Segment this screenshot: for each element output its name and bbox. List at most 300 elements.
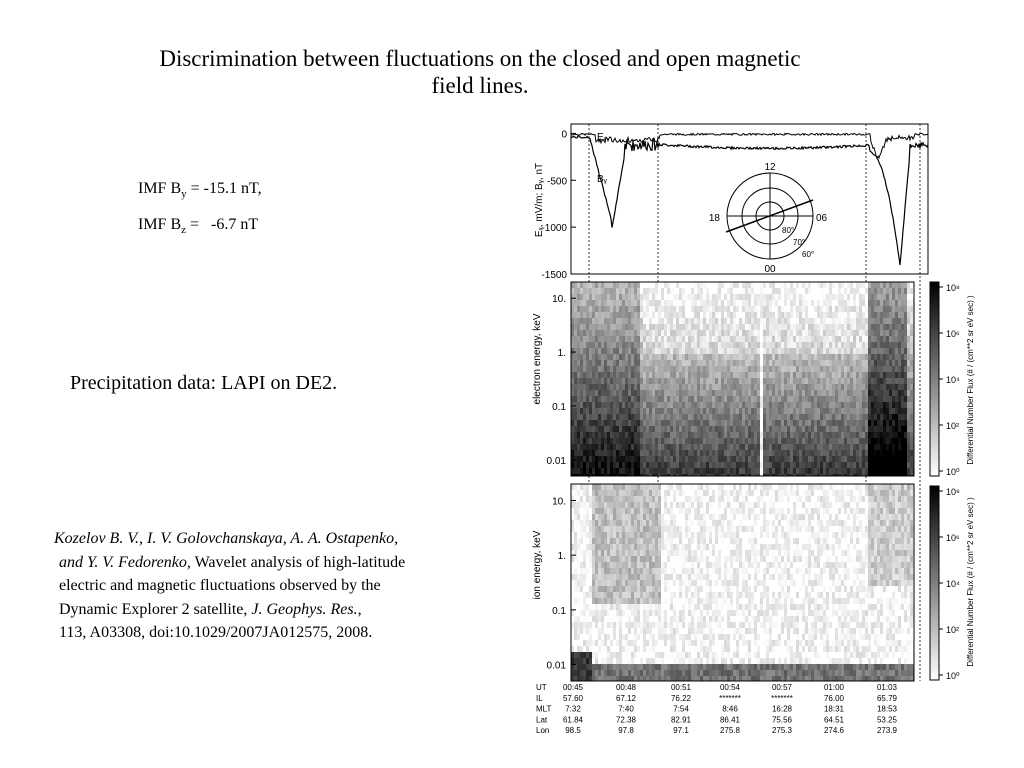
spectrogram-cell xyxy=(679,432,682,438)
spectrogram-cell xyxy=(619,628,622,634)
spectrogram-cell xyxy=(664,580,667,586)
spectrogram-cell xyxy=(769,306,772,312)
spectrogram-cell xyxy=(595,550,598,556)
spectrogram-cell xyxy=(631,342,634,348)
spectrogram-cell xyxy=(574,592,577,598)
spectrogram-cell xyxy=(658,598,661,604)
spectrogram-cell xyxy=(682,336,685,342)
spectrogram-cell xyxy=(721,366,724,372)
spectrogram-cell xyxy=(829,348,832,354)
spectrogram-cell xyxy=(601,390,604,396)
spectrogram-cell xyxy=(712,354,715,360)
spectrogram-cell xyxy=(613,562,616,568)
spectrogram-cell xyxy=(676,444,679,450)
spectrogram-cell xyxy=(799,378,802,384)
spectrogram-cell xyxy=(838,282,841,288)
spectrogram-cell xyxy=(892,306,895,312)
spectrogram-cell xyxy=(862,306,865,312)
spectrogram-cell xyxy=(589,580,592,586)
spectrogram-cell xyxy=(763,450,766,456)
spectrogram-cell xyxy=(607,562,610,568)
spectrogram-cell xyxy=(595,372,598,378)
spectrogram-cell xyxy=(574,468,577,474)
spectrogram-cell xyxy=(799,438,802,444)
spectrogram-cell xyxy=(631,496,634,502)
spectrogram-cell xyxy=(871,444,874,450)
spectrogram-cell xyxy=(655,550,658,556)
spectrogram-cell xyxy=(601,640,604,646)
spectrogram-cell xyxy=(604,532,607,538)
spectrogram-cell xyxy=(613,378,616,384)
spectrogram-cell xyxy=(670,414,673,420)
spectrogram-cell xyxy=(853,402,856,408)
spectrogram-cell xyxy=(769,450,772,456)
spectrogram-cell xyxy=(574,432,577,438)
spectrogram-cell xyxy=(724,312,727,318)
spectrogram-cell xyxy=(574,474,577,480)
spectrogram-cell xyxy=(880,378,883,384)
spectrogram-cell xyxy=(745,384,748,390)
spectrogram-cell xyxy=(577,664,580,670)
spectrogram-cell xyxy=(592,444,595,450)
spectrogram-cell xyxy=(667,490,670,496)
spectrogram-cell xyxy=(619,664,622,670)
spectrogram-cell xyxy=(700,336,703,342)
spectrogram-cell xyxy=(673,366,676,372)
spectrogram-cell xyxy=(613,490,616,496)
spectrogram-cell xyxy=(775,420,778,426)
spectrogram-cell xyxy=(652,348,655,354)
spectrogram-cell xyxy=(616,372,619,378)
spectrogram-cell xyxy=(835,444,838,450)
spectrogram-cell xyxy=(751,348,754,354)
spectrogram-cell xyxy=(766,360,769,366)
spectrogram-cell xyxy=(865,462,868,468)
spectrogram-cell xyxy=(634,294,637,300)
spectrogram-cell xyxy=(670,444,673,450)
spectrogram-cell xyxy=(610,610,613,616)
spectrogram-cell xyxy=(820,450,823,456)
spectrogram-cell xyxy=(625,438,628,444)
spectrogram-cell xyxy=(628,444,631,450)
spectrogram-cell xyxy=(811,348,814,354)
spectrogram-cell xyxy=(595,468,598,474)
spectrogram-cell xyxy=(862,468,865,474)
spectrogram-cell xyxy=(733,402,736,408)
spectrogram-cell xyxy=(649,496,652,502)
spectrogram-cell xyxy=(859,282,862,288)
spectrogram-cell xyxy=(622,514,625,520)
spectrogram-cell xyxy=(802,462,805,468)
spectrogram-cell xyxy=(706,330,709,336)
spectrogram-cell xyxy=(649,444,652,450)
spectrogram-cell xyxy=(901,372,904,378)
spectrogram-cell xyxy=(826,324,829,330)
spectrogram-cell xyxy=(664,646,667,652)
spectrogram-cell xyxy=(892,384,895,390)
spectrogram-cell xyxy=(577,544,580,550)
spectrogram-cell xyxy=(811,354,814,360)
spectrogram-cell xyxy=(754,402,757,408)
spectrogram-cell xyxy=(601,532,604,538)
spectrogram-cell xyxy=(904,372,907,378)
spectrogram-cell xyxy=(697,324,700,330)
spectrogram-cell xyxy=(766,378,769,384)
spectrogram-cell xyxy=(736,402,739,408)
spectrogram-cell xyxy=(670,490,673,496)
spectrogram-cell xyxy=(592,604,595,610)
spectrogram-cell xyxy=(595,592,598,598)
spectrogram-cell xyxy=(619,366,622,372)
field-ylabel: Eₓ, mV/m; Bᵧ, nT xyxy=(534,162,545,238)
spectrogram-cell xyxy=(718,390,721,396)
spectrogram-cell xyxy=(898,390,901,396)
spectrogram-cell xyxy=(658,390,661,396)
spectrogram-cell xyxy=(802,378,805,384)
spectrogram-cell xyxy=(625,366,628,372)
spectrogram-cell xyxy=(607,664,610,670)
spectrogram-cell xyxy=(661,508,664,514)
spectrogram-cell xyxy=(637,640,640,646)
spectrogram-cell xyxy=(769,438,772,444)
spectrogram-cell xyxy=(784,312,787,318)
spectrogram-cell xyxy=(580,354,583,360)
spectrogram-cell xyxy=(853,468,856,474)
spectrogram-cell xyxy=(751,324,754,330)
spectrogram-cell xyxy=(772,396,775,402)
spectrogram-cell xyxy=(730,396,733,402)
spectrogram-cell xyxy=(751,420,754,426)
spectrogram-cell xyxy=(799,300,802,306)
spectrogram-cell xyxy=(580,474,583,480)
spectrogram-cell xyxy=(823,294,826,300)
spectrogram-cell xyxy=(613,282,616,288)
spectrogram-cell xyxy=(637,408,640,414)
spectrogram-cell xyxy=(655,420,658,426)
spectrogram-cell xyxy=(580,640,583,646)
spectrogram-cell xyxy=(826,420,829,426)
spectrogram-cell xyxy=(736,372,739,378)
colorbar-tick-label: 10⁰ xyxy=(946,467,960,477)
spectrogram-cell xyxy=(598,414,601,420)
spectrogram-cell xyxy=(610,288,613,294)
spectrogram-cell xyxy=(631,526,634,532)
spectrogram-cell xyxy=(892,390,895,396)
spectrogram-cell xyxy=(628,568,631,574)
spectrogram-cell xyxy=(598,330,601,336)
spectrogram-cell xyxy=(664,628,667,634)
spectrogram-cell xyxy=(808,426,811,432)
spectrogram-cell xyxy=(847,300,850,306)
spectrogram-cell xyxy=(796,444,799,450)
spectrogram-cell xyxy=(757,282,760,288)
spectrogram-cell xyxy=(811,324,814,330)
spectrogram-cell xyxy=(727,348,730,354)
spectrogram-cell xyxy=(616,520,619,526)
spectrogram-cell xyxy=(883,468,886,474)
spectrogram-cell xyxy=(589,372,592,378)
spectrogram-cell xyxy=(859,450,862,456)
spectrogram-cell xyxy=(829,384,832,390)
spectrogram-cell xyxy=(664,456,667,462)
spectrogram-cell xyxy=(802,414,805,420)
spectrogram-cell xyxy=(664,312,667,318)
spectrogram-cell xyxy=(754,324,757,330)
spectrogram-cell xyxy=(583,312,586,318)
spectrogram-cell xyxy=(727,282,730,288)
spectrogram-cell xyxy=(682,456,685,462)
spectrogram-cell xyxy=(868,354,871,360)
spectrogram-cell xyxy=(652,652,655,658)
spectrogram-cell xyxy=(883,366,886,372)
spectrogram-cell xyxy=(724,390,727,396)
spectrogram-cell xyxy=(598,456,601,462)
spectrogram-cell xyxy=(667,502,670,508)
spectrogram-cell xyxy=(613,502,616,508)
spectrogram-cell xyxy=(778,288,781,294)
spectrogram-cell xyxy=(631,490,634,496)
spectrogram-cell xyxy=(793,450,796,456)
spectrogram-cell xyxy=(625,342,628,348)
spectrogram-cell xyxy=(727,342,730,348)
spectrogram-cell xyxy=(676,366,679,372)
spectrogram-cell xyxy=(670,640,673,646)
spectrogram-cell xyxy=(619,420,622,426)
spectrogram-cell xyxy=(727,306,730,312)
spectrogram-cell xyxy=(673,508,676,514)
spectrogram-cell xyxy=(667,592,670,598)
spectrogram-cell xyxy=(586,592,589,598)
spectrogram-cell xyxy=(730,366,733,372)
spectrogram-cell xyxy=(610,664,613,670)
spectrogram-cell xyxy=(586,420,589,426)
spectrogram-cell xyxy=(613,544,616,550)
spectrogram-cell xyxy=(673,300,676,306)
spectrogram-cell xyxy=(790,390,793,396)
spectrogram-cell xyxy=(760,366,763,372)
spectrogram-cell xyxy=(664,514,667,520)
spectrogram-cell xyxy=(811,318,814,324)
spectrogram-cell xyxy=(589,622,592,628)
spectrogram-cell xyxy=(700,438,703,444)
spectrogram-cell xyxy=(694,318,697,324)
spectrogram-cell xyxy=(586,604,589,610)
spectrogram-cell xyxy=(874,384,877,390)
spectrogram-cell xyxy=(622,378,625,384)
spectrogram-cell xyxy=(661,312,664,318)
spectrogram-cell xyxy=(646,496,649,502)
spectrogram-cell xyxy=(871,468,874,474)
spectrogram-cell xyxy=(586,288,589,294)
spectrogram-cell xyxy=(748,462,751,468)
spectrogram-cell xyxy=(628,502,631,508)
spectrogram-cell xyxy=(583,640,586,646)
spectrogram-cell xyxy=(844,396,847,402)
spectrogram-cell xyxy=(844,342,847,348)
spectrogram-cell xyxy=(730,438,733,444)
spectrogram-cell xyxy=(889,288,892,294)
spectrogram-cell xyxy=(646,526,649,532)
spectrogram-cell xyxy=(664,490,667,496)
spectrogram-cell xyxy=(598,288,601,294)
spectrogram-cell xyxy=(646,384,649,390)
spectrogram-cell xyxy=(904,408,907,414)
spectrogram-cell xyxy=(829,390,832,396)
spectrogram-cell xyxy=(826,306,829,312)
spectrogram-cell xyxy=(760,420,763,426)
spectrogram-cell xyxy=(733,438,736,444)
spectrogram-cell xyxy=(802,450,805,456)
spectrogram-cell xyxy=(586,348,589,354)
spectrogram-cell xyxy=(640,474,643,480)
spectrogram-cell xyxy=(679,456,682,462)
spectrogram-cell xyxy=(607,520,610,526)
spectrogram-cell xyxy=(865,372,868,378)
spectrogram-cell xyxy=(649,312,652,318)
spectrogram-cell xyxy=(706,342,709,348)
spectrogram-cell xyxy=(718,366,721,372)
spectrogram-cell xyxy=(862,300,865,306)
spectrogram-cell xyxy=(580,598,583,604)
spectrogram-cell xyxy=(736,354,739,360)
spectrogram-cell xyxy=(805,408,808,414)
spectrogram-cell xyxy=(793,426,796,432)
spectrogram-cell xyxy=(754,294,757,300)
spectrogram-cell xyxy=(901,420,904,426)
spectrogram-cell xyxy=(907,468,910,474)
spectrogram-cell xyxy=(652,474,655,480)
spectrogram-cell xyxy=(883,462,886,468)
spectrogram-cell xyxy=(601,414,604,420)
spectrogram-cell xyxy=(691,300,694,306)
spectrogram-cell xyxy=(580,288,583,294)
spectrogram-cell xyxy=(622,384,625,390)
spectrogram-cell xyxy=(580,508,583,514)
spectrogram-cell xyxy=(727,414,730,420)
spectrogram-cell xyxy=(832,426,835,432)
spectrogram-cell xyxy=(589,484,592,490)
spectrogram-cell xyxy=(802,456,805,462)
spectrogram-cell xyxy=(895,354,898,360)
spectrogram-cell xyxy=(640,360,643,366)
spectrogram-cell xyxy=(577,324,580,330)
spectrogram-cell xyxy=(625,604,628,610)
spectrogram-cell xyxy=(835,282,838,288)
spectrogram-cell xyxy=(703,342,706,348)
spectrogram-cell xyxy=(622,520,625,526)
spectrogram-cell xyxy=(709,390,712,396)
spectrogram-cell xyxy=(574,496,577,502)
spectrogram-cell xyxy=(598,390,601,396)
spectrogram-cell xyxy=(751,396,754,402)
spectrogram-cell xyxy=(859,342,862,348)
spectrogram-cell xyxy=(865,426,868,432)
spectrogram-cell xyxy=(592,282,595,288)
spectrogram-cell xyxy=(763,366,766,372)
spectrogram-cell xyxy=(640,556,643,562)
spectrogram-cell xyxy=(748,318,751,324)
spectrogram-cell xyxy=(727,324,730,330)
spectrogram-cell xyxy=(634,366,637,372)
spectrogram-cell xyxy=(652,508,655,514)
spectrogram-cell xyxy=(628,640,631,646)
spectrogram-cell xyxy=(670,318,673,324)
spectrogram-cell xyxy=(886,312,889,318)
spectrogram-cell xyxy=(685,468,688,474)
spectrogram-cell xyxy=(574,538,577,544)
spectrogram-cell xyxy=(682,348,685,354)
spectrogram-cell xyxy=(778,450,781,456)
spectrogram-cell xyxy=(586,462,589,468)
spectrogram-cell xyxy=(667,652,670,658)
spectrogram-cell xyxy=(841,450,844,456)
spectrogram-cell xyxy=(637,336,640,342)
spectrogram-cell xyxy=(670,456,673,462)
spectrogram-cell xyxy=(793,432,796,438)
spectrogram-cell xyxy=(613,610,616,616)
spectrogram-cell xyxy=(646,634,649,640)
spectrogram-cell xyxy=(589,342,592,348)
spectrogram-cell xyxy=(655,342,658,348)
spectrogram-cell xyxy=(670,538,673,544)
spectrogram-cell xyxy=(592,402,595,408)
spectrogram-cell xyxy=(580,538,583,544)
spectrogram-cell xyxy=(874,354,877,360)
spectrogram-cell xyxy=(763,300,766,306)
spectrogram-cell xyxy=(910,444,913,450)
spectrogram-cell xyxy=(640,634,643,640)
spectrogram-cell xyxy=(646,646,649,652)
spectrogram-cell xyxy=(739,468,742,474)
spectrogram-cell xyxy=(694,444,697,450)
spectrogram-cell xyxy=(658,360,661,366)
spectrogram-cell xyxy=(859,312,862,318)
spectrogram-cell xyxy=(595,628,598,634)
spectrogram-cell xyxy=(847,438,850,444)
spectrogram-cell xyxy=(784,342,787,348)
spectrogram-cell xyxy=(757,318,760,324)
spectrogram-cell xyxy=(904,438,907,444)
spectrogram-cell xyxy=(619,520,622,526)
spectrogram-cell xyxy=(634,324,637,330)
spectrogram-cell xyxy=(580,330,583,336)
spectrogram-cell xyxy=(604,456,607,462)
spectrogram-cell xyxy=(592,544,595,550)
spectrogram-cell xyxy=(880,438,883,444)
spectrogram-cell xyxy=(673,432,676,438)
spectrogram-cell xyxy=(847,420,850,426)
spectrogram-cell xyxy=(616,414,619,420)
spectrogram-cell xyxy=(586,360,589,366)
spectrogram-cell xyxy=(586,598,589,604)
spectrogram-cell xyxy=(895,474,898,480)
spectrogram-cell xyxy=(622,420,625,426)
spectrogram-cell xyxy=(688,426,691,432)
spectrogram-cell xyxy=(649,520,652,526)
spectrogram-cell xyxy=(832,348,835,354)
spectrogram-cell xyxy=(760,450,763,456)
spectrogram-cell xyxy=(661,342,664,348)
spectrogram-cell xyxy=(631,318,634,324)
spectrogram-cell xyxy=(811,306,814,312)
spectrogram-cell xyxy=(856,294,859,300)
spectrogram-cell xyxy=(826,342,829,348)
spectrogram-cell xyxy=(790,294,793,300)
spectrogram-cell xyxy=(796,348,799,354)
spectrogram-cell xyxy=(724,354,727,360)
spectrogram-cell xyxy=(697,366,700,372)
spectrogram-cell xyxy=(808,462,811,468)
